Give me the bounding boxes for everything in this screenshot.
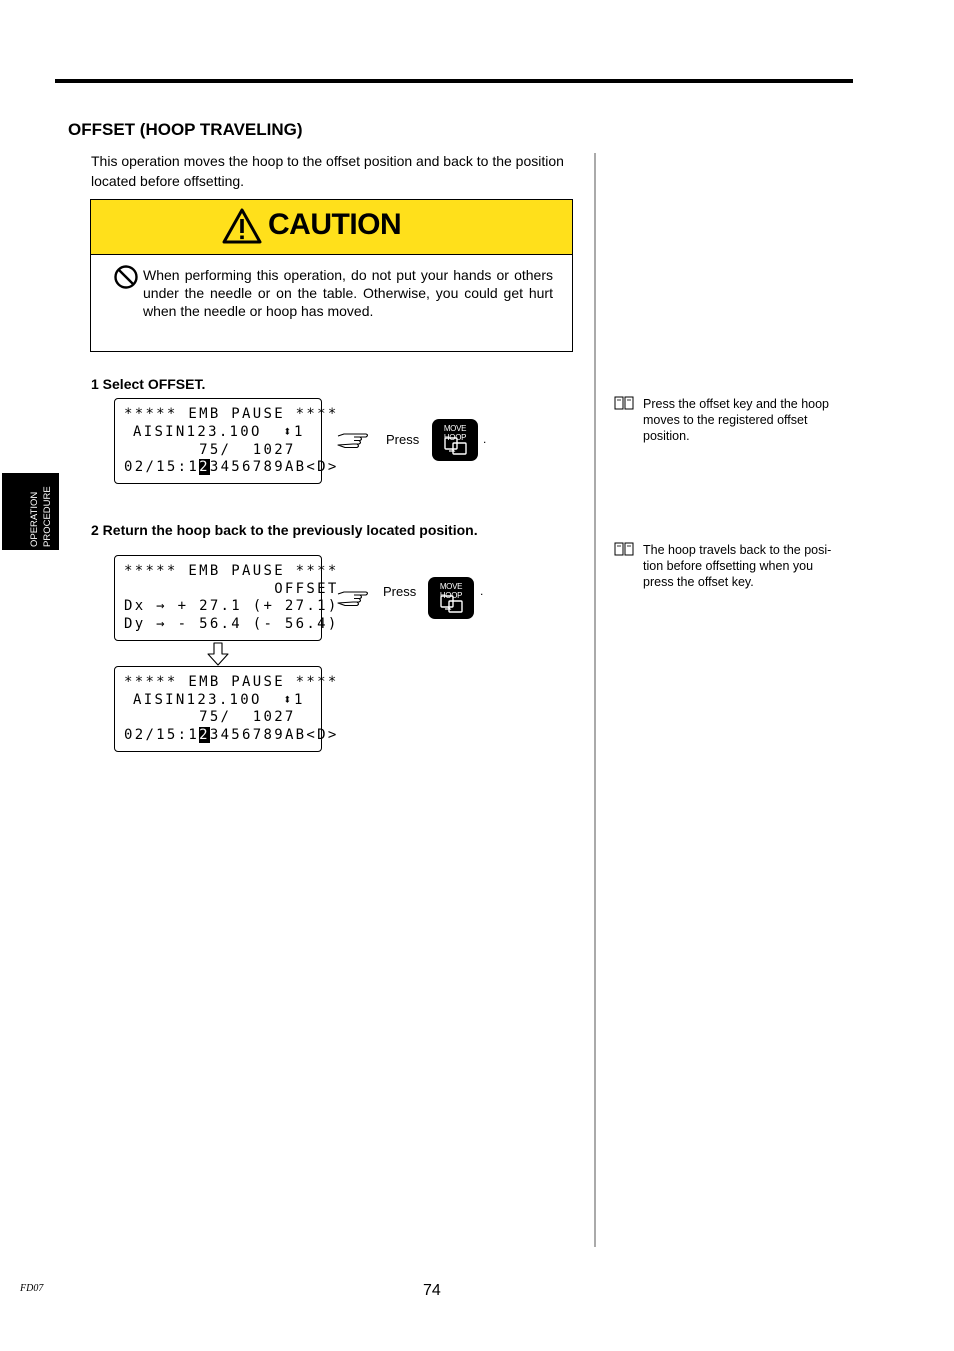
prohibited-icon <box>113 264 139 290</box>
note-step1: Press the offset key and the hoop moves to the registered offset position. <box>643 397 830 443</box>
top-rule <box>55 79 853 83</box>
warning-triangle-icon <box>222 208 262 244</box>
lcd-line-1: ***** EMB PAUSE **** <box>124 406 339 422</box>
caution-banner <box>91 200 572 255</box>
lcd-line-2: AISIN123.10O ⬍1 <box>133 692 305 708</box>
pointing-hand-icon <box>336 430 370 452</box>
press-label: Press <box>383 584 417 599</box>
lcd-cursor: 2 <box>199 459 210 475</box>
move-hoop-key-label: MOVE HOOP <box>439 582 463 600</box>
lcd-display-returned <box>114 666 339 752</box>
note-step2: The hoop travels back to the posi-tion before offsetting when you press the offset key. <box>643 543 832 589</box>
period: . <box>480 584 484 598</box>
lcd-line-2: AISIN123.10O ⬍1 <box>133 424 305 440</box>
lcd-line-1: ***** EMB PAUSE **** <box>124 674 339 690</box>
side-tab <box>2 473 59 550</box>
move-hoop-button[interactable] <box>432 419 478 461</box>
side-tab-line-2: PROCEDURE <box>42 486 53 547</box>
press-label: Press <box>386 432 420 447</box>
pointing-hand-icon <box>336 588 370 610</box>
lcd-line-1: ***** EMB PAUSE **** <box>124 563 339 579</box>
lcd-line-4: 02/15:123456789AB<D> <box>124 459 339 475</box>
book-note-icon <box>614 542 634 556</box>
move-hoop-icon <box>439 594 465 614</box>
lcd-line-2: OFFSET <box>124 581 339 597</box>
lcd-line-4: Dy → - 56.4 (- 56.4) <box>124 616 339 632</box>
section-title: OFFSET (HOOP TRAVELING) <box>68 120 303 139</box>
step2-label: 2 Return the hoop back to the previously located position. <box>91 522 478 538</box>
lcd-line-4: 02/15:123456789AB<D> <box>124 727 339 743</box>
intro-paragraph: This operation moves the hoop to the offset position and back to the position located before offsetting. <box>91 153 564 189</box>
lcd-display-pause <box>114 398 339 484</box>
doc-code: FD07 <box>20 1283 44 1294</box>
updown-arrow-icon: ⬍ <box>283 692 294 708</box>
side-tab-label <box>2 473 59 550</box>
move-hoop-button[interactable] <box>428 577 474 619</box>
period: . <box>483 432 487 446</box>
step1-label: 1 Select OFFSET. <box>91 376 206 392</box>
lcd-cursor: 2 <box>199 727 210 743</box>
updown-arrow-icon: ⬍ <box>283 424 294 440</box>
caution-box <box>90 199 573 352</box>
lcd-display-offset <box>114 555 339 641</box>
book-note-icon <box>614 396 634 410</box>
caution-heading: CAUTION <box>268 208 402 241</box>
lcd-line-3: 75/ 1027 <box>124 442 296 458</box>
caution-body: When performing this operation, do not put your hands or others under the needle or on the table. Otherwise, you could get hurt when the needle or hoop has moved. <box>143 267 553 319</box>
move-hoop-key-label: MOVE HOOP <box>443 424 467 442</box>
down-arrow-icon <box>206 642 230 666</box>
column-divider <box>594 153 596 1247</box>
side-tab-line-1: OPERATION <box>29 491 40 547</box>
lcd-line-3: Dx → + 27.1 (+ 27.1) <box>124 598 339 614</box>
lcd-line-3: 75/ 1027 <box>124 709 296 725</box>
page-number: 74 <box>423 1282 441 1299</box>
move-hoop-icon <box>443 436 469 456</box>
